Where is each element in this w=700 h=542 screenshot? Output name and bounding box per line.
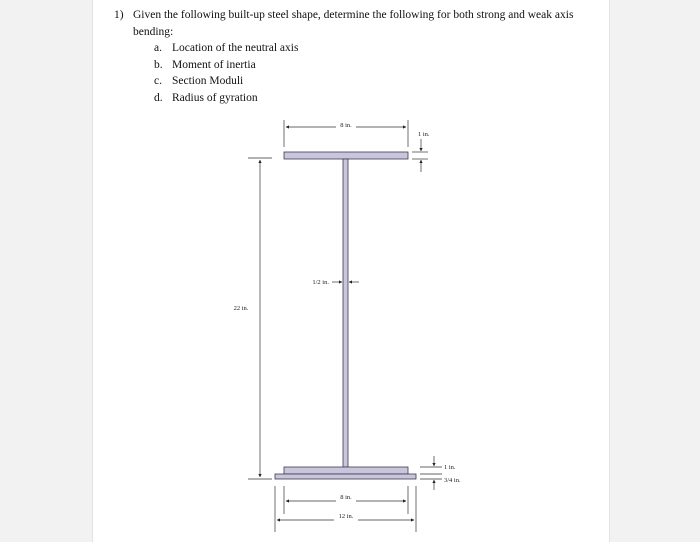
dim-bottom-plate-thickness: 3/4 in. — [444, 477, 461, 484]
question-stem: Given the following built-up steel shape, determine the following for both strong and weak axis bending: — [133, 9, 574, 38]
dim-bottom-plate-width: 12 in. — [338, 513, 354, 520]
dim-bottom-flange-width: 8 in. — [340, 494, 352, 501]
dim-bottom-flange-thickness: 1 in. — [444, 464, 456, 471]
dim-overall-depth: 22 in. — [233, 305, 249, 312]
subpart-d: d. Radius of gyration — [154, 91, 258, 104]
bottom-plate — [275, 474, 416, 479]
question-number: 1) — [114, 9, 124, 21]
dim-web-thickness: 1/2 in. — [312, 279, 329, 286]
subpart-b: b. Moment of inertia — [154, 58, 256, 71]
subpart-c: c. Section Moduli — [154, 75, 244, 87]
top-flange — [284, 152, 408, 159]
web — [343, 159, 348, 467]
dim-top-flange-thickness: 1 in. — [418, 131, 430, 138]
subpart-a: a. Location of the neutral axis — [154, 42, 299, 54]
bottom-flange — [284, 467, 408, 474]
built-up-shape — [275, 152, 416, 479]
dim-top-flange-width: 8 in. — [340, 122, 352, 129]
